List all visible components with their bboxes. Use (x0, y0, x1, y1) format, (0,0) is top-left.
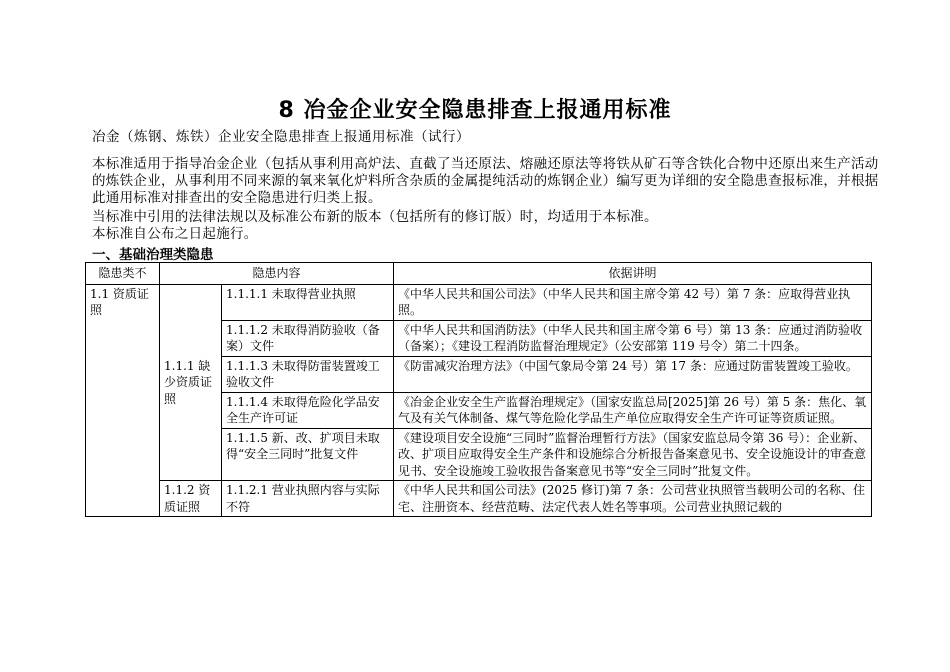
paragraph-effective: 本标准自公布之日起施行。 (92, 226, 258, 242)
basis-cell: 《冶金企业安全生产监督治理规定》（国家安监总局[2025]第 26 号）第 5 条：焦化、氧气及有关气体制备、煤气等危险化学品生产单位应取得安全生产许可证等资质证照。 (394, 392, 872, 428)
basis-cell: 《中华人民共和国公司法》（中华人民共和国主席令第 42 号）第 7 条：应取得营业执照。 (394, 284, 872, 320)
item-cell: 1.1.1.4 未取得危险化学品安全生产许可证 (222, 392, 394, 428)
header-category: 隐患类不 (86, 263, 160, 285)
header-content: 隐患内容 (160, 263, 394, 285)
section-heading: 一、基础治理类隐患 (92, 247, 214, 263)
table-header-row (86, 263, 872, 285)
basis-cell: 《防雷减灾治理方法》（中国气象局令第 24 号）第 17 条：应通过防雷装置竣工验收。 (394, 356, 872, 392)
page-title: 8 冶金企业安全隐患排查上报通用标准 (278, 98, 672, 123)
paragraph-versions: 当标准中引用的法律法规以及标准公布新的版本（包括所有的修订版）时，均适用于本标准。 (92, 209, 658, 225)
basis-cell: 《中华人民共和国公司法》(2025 修订)第 7 条：公司营业执照管当载明公司的名称、住宅、注册资本、经营范畴、法定代表人姓名等事项。公司营业执照记载的 (394, 481, 872, 517)
item-cell: 1.1.1.5 新、改、扩项目未取得“安全三同时”批复文件 (222, 428, 394, 481)
item-cell: 1.1.2.1 营业执照内容与实际不符 (222, 481, 394, 517)
group-cell: 1.1.1 缺少资质证照 (160, 284, 222, 481)
basis-cell: 《中华人民共和国消防法》（中华人民共和国主席令第 6 号）第 13 条：应通过消防验收（备案）；《建设工程消防监督治理规定》（公安部第 119 号令）第二十四条。 (394, 320, 872, 356)
category-cell: 1.1 资质证照 (86, 284, 160, 517)
group-cell: 1.1.2 资质证照 (160, 481, 222, 517)
hazard-table (85, 262, 872, 517)
paragraph-scope: 本标准适用于指导冶金企业（包括从事利用高炉法、直截了当还原法、熔融还原法等将铁从矿石等含铁化合物中还原出来生产活动的炼铁企业，从事利用不同来源的氧来氧化炉料所含杂质的金属提纯活动的炼钢企业）编写更为详细的安全隐患查报标准，并根据此通用标准对排查出的安全隐患进行归类上报。 (92, 156, 879, 206)
basis-cell: 《建设项目安全设施“三同时”监督治理暂行方法》（国家安监总局令第 36 号）：企业新、改、扩项目应取得安全生产条件和设施综合分析报告备案意见书、安全设施设计的审查意见书、安全设施竣工验收报告备案意见书等“安全三同时”批复文件。 (394, 428, 872, 481)
item-cell: 1.1.1.1 未取得营业执照 (222, 284, 394, 320)
table-row (86, 284, 872, 320)
item-cell: 1.1.1.2 未取得消防验收（备案）文件 (222, 320, 394, 356)
document-subtitle: 冶金（炼钢、炼铁）企业安全隐患排查上报通用标准（试行） (92, 129, 470, 145)
item-cell: 1.1.1.3 未取得防雷装置竣工验收文件 (222, 356, 394, 392)
header-basis: 依据讲明 (394, 263, 872, 285)
table-row (86, 481, 872, 517)
